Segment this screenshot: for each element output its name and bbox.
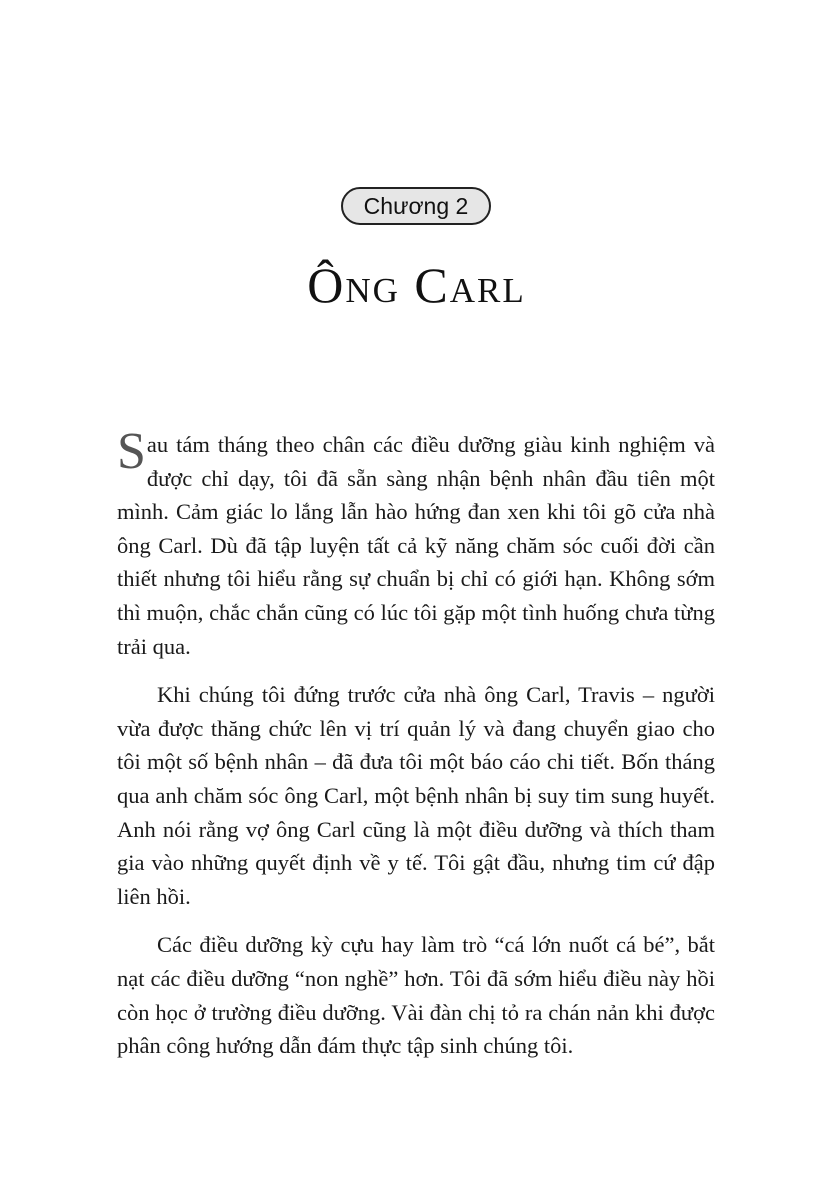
chapter-title: Ông Carl — [307, 257, 526, 313]
drop-cap: S — [117, 423, 146, 480]
paragraph-1 — [117, 423, 715, 663]
chapter-body — [117, 423, 715, 1078]
paragraph-2: Khi chúng tôi đứng trước cửa nhà ông Carl, Travis – người vừa được thăng chức lên vị trí quản lý và đang chuyển giao cho tôi một số bệnh nhân – đã đưa tôi một báo cáo chi tiết. Bốn tháng qua anh chăm sóc ông Carl, một bệnh nhân bị suy tim sung huyết. Anh nói rằng vợ ông Carl cũng là một điều dưỡng và thích tham gia vào những quyết định về y tế. Tôi gật đầu, nhưng tim cứ đập liên hồi. — [117, 682, 715, 909]
chapter-number-badge: Chương 2 — [341, 187, 491, 225]
paragraph-3: Các điều dưỡng kỳ cựu hay làm trò “cá lớn nuốt cá bé”, bắt nạt các điều dưỡng “non nghề” hơn. Tôi đã sớm hiểu điều này hồi còn học ở trường điều dưỡng. Vài đàn chị tỏ ra chán nản khi được phân công hướng dẫn đám thực tập sinh chúng tôi. — [117, 932, 715, 1059]
paragraph-1-text: au tám tháng theo chân các điều dưỡng giàu kinh nghiệm và được chỉ dạy, tôi đã sẵn sàng nhận bệnh nhân đầu tiên một mình. Cảm giác lo lắng lẫn hào hứng đan xen khi tôi gõ cửa nhà ông Carl. Dù đã tập luyện tất cả kỹ năng chăm sóc cuối đời cần thiết nhưng tôi hiểu rằng sự chuẩn bị chỉ có giới hạn. Không sớm thì muộn, chắc chắn cũng có lúc tôi gặp một tình huống chưa từng trải qua. — [117, 432, 715, 659]
